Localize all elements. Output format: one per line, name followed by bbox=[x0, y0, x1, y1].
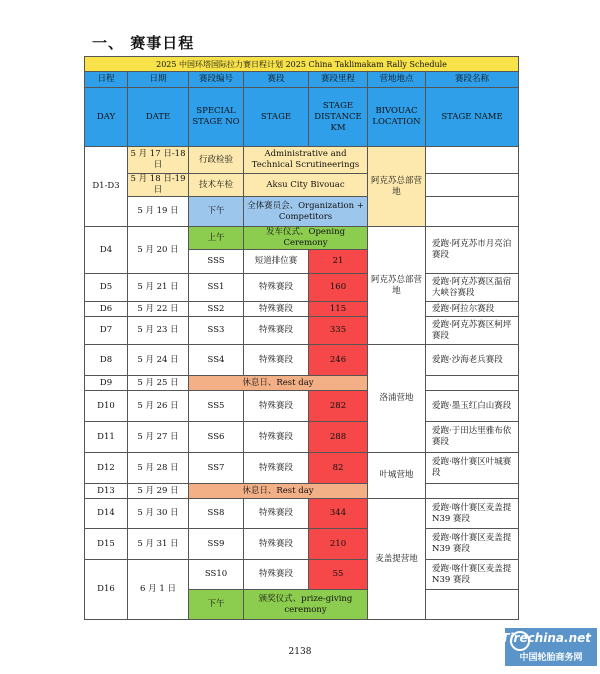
day-cell: D7 bbox=[85, 317, 128, 345]
rest-day-cell: 休息日、Rest day bbox=[189, 484, 368, 499]
table-row bbox=[85, 174, 519, 197]
stage-cell: 特殊赛段 bbox=[244, 499, 309, 529]
rest-day-cell: 休息日、Rest day bbox=[189, 376, 368, 391]
section-heading: 一、 赛事日程 bbox=[92, 34, 195, 52]
table-row bbox=[85, 560, 519, 590]
stage-cell: 特殊赛段 bbox=[244, 422, 309, 453]
stage-name-cell: 爱跑·喀什赛区麦盖提 N39 赛段 bbox=[426, 529, 519, 560]
stage-cell: 特殊赛段 bbox=[244, 560, 309, 590]
day-cell: D14 bbox=[85, 499, 128, 529]
stage-no-cell: SS9 bbox=[189, 529, 244, 560]
stage-cell: 特殊赛段 bbox=[244, 317, 309, 345]
header-en-date: DATE bbox=[128, 88, 189, 147]
distance-cell: 210 bbox=[309, 529, 368, 560]
stage-cell: 特殊赛段 bbox=[244, 302, 309, 317]
distance-cell: 21 bbox=[309, 250, 368, 274]
distance-cell: 160 bbox=[309, 274, 368, 302]
table-row bbox=[85, 302, 519, 317]
stage-no-cell: 上午 bbox=[189, 227, 244, 250]
stage-no-cell: 下午 bbox=[189, 197, 244, 227]
stage-name-cell: 爱跑·喀什赛区叶城赛段 bbox=[426, 453, 519, 484]
date-cell: 5 月 28 日 bbox=[128, 453, 189, 484]
header-en-day: DAY bbox=[85, 88, 128, 147]
stage-no-cell: 下午 bbox=[189, 590, 244, 620]
date-cell: 6 月 1 日 bbox=[128, 560, 189, 620]
date-cell: 5 月 22 日 bbox=[128, 302, 189, 317]
stage-name-cell: 爱跑·阿拉尔赛段 bbox=[426, 302, 519, 317]
stage-name-cell bbox=[426, 484, 519, 499]
rally-schedule-table bbox=[84, 56, 519, 620]
table-row bbox=[85, 197, 519, 227]
bivouac-cell: 叶城营地 bbox=[368, 453, 426, 499]
day-cell: D4 bbox=[85, 227, 128, 274]
table-row bbox=[85, 376, 519, 391]
table-row bbox=[85, 484, 519, 499]
stage-no-cell: SSS bbox=[189, 250, 244, 274]
stage-cell: 发车仪式、Opening Ceremony bbox=[244, 227, 368, 250]
header-cn-distance: 赛段里程 bbox=[309, 72, 368, 88]
table-row bbox=[85, 274, 519, 302]
stage-name-cell bbox=[426, 376, 519, 391]
date-cell: 5 月 31 日 bbox=[128, 529, 189, 560]
day-cell: D9 bbox=[85, 376, 128, 391]
date-cell: 5 月 19 日 bbox=[128, 197, 189, 227]
watermark-cn: 中国轮胎商务网 bbox=[519, 653, 583, 663]
header-en-stage-name: STAGE NAME bbox=[426, 88, 519, 147]
table-title: 2025 中国环塔国际拉力赛日程计划 2025 China Taklimakam Rally Schedule bbox=[85, 57, 519, 72]
bivouac-cell: 麦盖提营地 bbox=[368, 499, 426, 620]
stage-no-cell: SS1 bbox=[189, 274, 244, 302]
stage-name-cell: 爱跑·阿克苏赛区柯坪赛段 bbox=[426, 317, 519, 345]
bivouac-cell: 洛浦营地 bbox=[368, 345, 426, 453]
bivouac-cell: 阿克苏总部营地 bbox=[368, 147, 426, 227]
stage-cell: 颁奖仪式、prize-giving ceremony bbox=[244, 590, 368, 620]
date-cell: 5 月 21 日 bbox=[128, 274, 189, 302]
distance-cell: 246 bbox=[309, 345, 368, 376]
day-cell: D8 bbox=[85, 345, 128, 376]
header-cn-date: 日期 bbox=[128, 72, 189, 88]
stage-name-cell: 爱跑·墨玉红白山赛段 bbox=[426, 391, 519, 422]
day-cell: D12 bbox=[85, 453, 128, 484]
distance-cell: 82 bbox=[309, 453, 368, 484]
stage-cell: 短道排位赛 bbox=[244, 250, 309, 274]
watermark bbox=[501, 628, 597, 666]
day-cell: D5 bbox=[85, 274, 128, 302]
distance-cell: 55 bbox=[309, 560, 368, 590]
page-number: 2138 bbox=[288, 647, 312, 657]
table-row bbox=[85, 317, 519, 345]
day-cell: D6 bbox=[85, 302, 128, 317]
date-cell: 5 月 24 日 bbox=[128, 345, 189, 376]
distance-cell: 115 bbox=[309, 302, 368, 317]
stage-name-cell: 爱跑·阿克苏赛区温宿大峡谷赛段 bbox=[426, 274, 519, 302]
stage-no-cell: SS10 bbox=[189, 560, 244, 590]
header-en-distance: STAGE DISTANCE KM bbox=[309, 88, 368, 147]
stage-cell: 特殊赛段 bbox=[244, 453, 309, 484]
distance-cell: 335 bbox=[309, 317, 368, 345]
day-cell: D11 bbox=[85, 422, 128, 453]
stage-no-cell: SS8 bbox=[189, 499, 244, 529]
date-cell: 5 月 30 日 bbox=[128, 499, 189, 529]
date-cell: 5 月 27 日 bbox=[128, 422, 189, 453]
day-cell: D1-D3 bbox=[85, 147, 128, 227]
table-row bbox=[85, 499, 519, 529]
date-cell: 5 月 26 日 bbox=[128, 391, 189, 422]
distance-cell: 288 bbox=[309, 422, 368, 453]
date-cell: 5 月 25 日 bbox=[128, 376, 189, 391]
date-cell: 5 月 17 日-18 日 bbox=[128, 147, 189, 174]
stage-name-cell: 爱跑·喀什赛区麦盖提 N39 赛段 bbox=[426, 560, 519, 590]
stage-no-cell: SS7 bbox=[189, 453, 244, 484]
header-row-cn bbox=[85, 72, 519, 88]
stage-name-cell: 爱跑·阿克苏市月亮泊赛段 bbox=[426, 227, 519, 274]
distance-cell: 282 bbox=[309, 391, 368, 422]
day-cell: D15 bbox=[85, 529, 128, 560]
stage-cell: 全体赛员会、Organization + Competitors bbox=[244, 197, 368, 227]
watermark-brand: Tirechina.net bbox=[501, 631, 591, 645]
stage-no-cell: SS4 bbox=[189, 345, 244, 376]
stage-no-cell: 技术车检 bbox=[189, 174, 244, 197]
stage-name-cell: 爱跑·于田达里雅布依赛段 bbox=[426, 422, 519, 453]
stage-name-cell: 爱跑·沙海老兵赛段 bbox=[426, 345, 519, 376]
stage-name-cell bbox=[426, 197, 519, 227]
header-en-bivouac: BIVOUAC LOCATION bbox=[368, 88, 426, 147]
stage-name-cell: 爱跑·喀什赛区麦盖提 N39 赛段 bbox=[426, 499, 519, 529]
table-row bbox=[85, 422, 519, 453]
header-cn-stage: 赛段 bbox=[244, 72, 309, 88]
table-row bbox=[85, 227, 519, 250]
stage-cell: 特殊赛段 bbox=[244, 274, 309, 302]
day-cell: D13 bbox=[85, 484, 128, 499]
table-row bbox=[85, 391, 519, 422]
stage-cell: Aksu City Bivouac bbox=[244, 174, 368, 197]
stage-name-cell bbox=[426, 590, 519, 620]
date-cell: 5 月 18 日-19 日 bbox=[128, 174, 189, 197]
header-cn-stage-no: 赛段编号 bbox=[189, 72, 244, 88]
day-cell: D16 bbox=[85, 560, 128, 620]
stage-no-cell: SS2 bbox=[189, 302, 244, 317]
header-en-stage: STAGE bbox=[244, 88, 309, 147]
header-cn-stage-name: 赛段名称 bbox=[426, 72, 519, 88]
date-cell: 5 月 23 日 bbox=[128, 317, 189, 345]
stage-name-cell bbox=[426, 174, 519, 197]
table-row bbox=[85, 529, 519, 560]
stage-name-cell bbox=[426, 147, 519, 174]
stage-cell: 特殊赛段 bbox=[244, 529, 309, 560]
table-row bbox=[85, 345, 519, 376]
stage-cell: 特殊赛段 bbox=[244, 345, 309, 376]
stage-cell: Administrative and Technical Scrutineerings bbox=[244, 147, 368, 174]
stage-no-cell: SS6 bbox=[189, 422, 244, 453]
stage-cell: 特殊赛段 bbox=[244, 391, 309, 422]
stage-no-cell: 行政检验 bbox=[189, 147, 244, 174]
date-cell: 5 月 29 日 bbox=[128, 484, 189, 499]
table-row bbox=[85, 453, 519, 484]
distance-cell: 344 bbox=[309, 499, 368, 529]
header-cn-bivouac: 营地地点 bbox=[368, 72, 426, 88]
bivouac-cell: 阿克苏总部营地 bbox=[368, 227, 426, 345]
stage-no-cell: SS5 bbox=[189, 391, 244, 422]
day-cell: D10 bbox=[85, 391, 128, 422]
header-en-stage-no: SPECIAL STAGE NO bbox=[189, 88, 244, 147]
table-row bbox=[85, 147, 519, 174]
header-cn-day: 日程 bbox=[85, 72, 128, 88]
date-cell: 5 月 20 日 bbox=[128, 227, 189, 274]
stage-no-cell: SS3 bbox=[189, 317, 244, 345]
header-row-en bbox=[85, 88, 519, 147]
